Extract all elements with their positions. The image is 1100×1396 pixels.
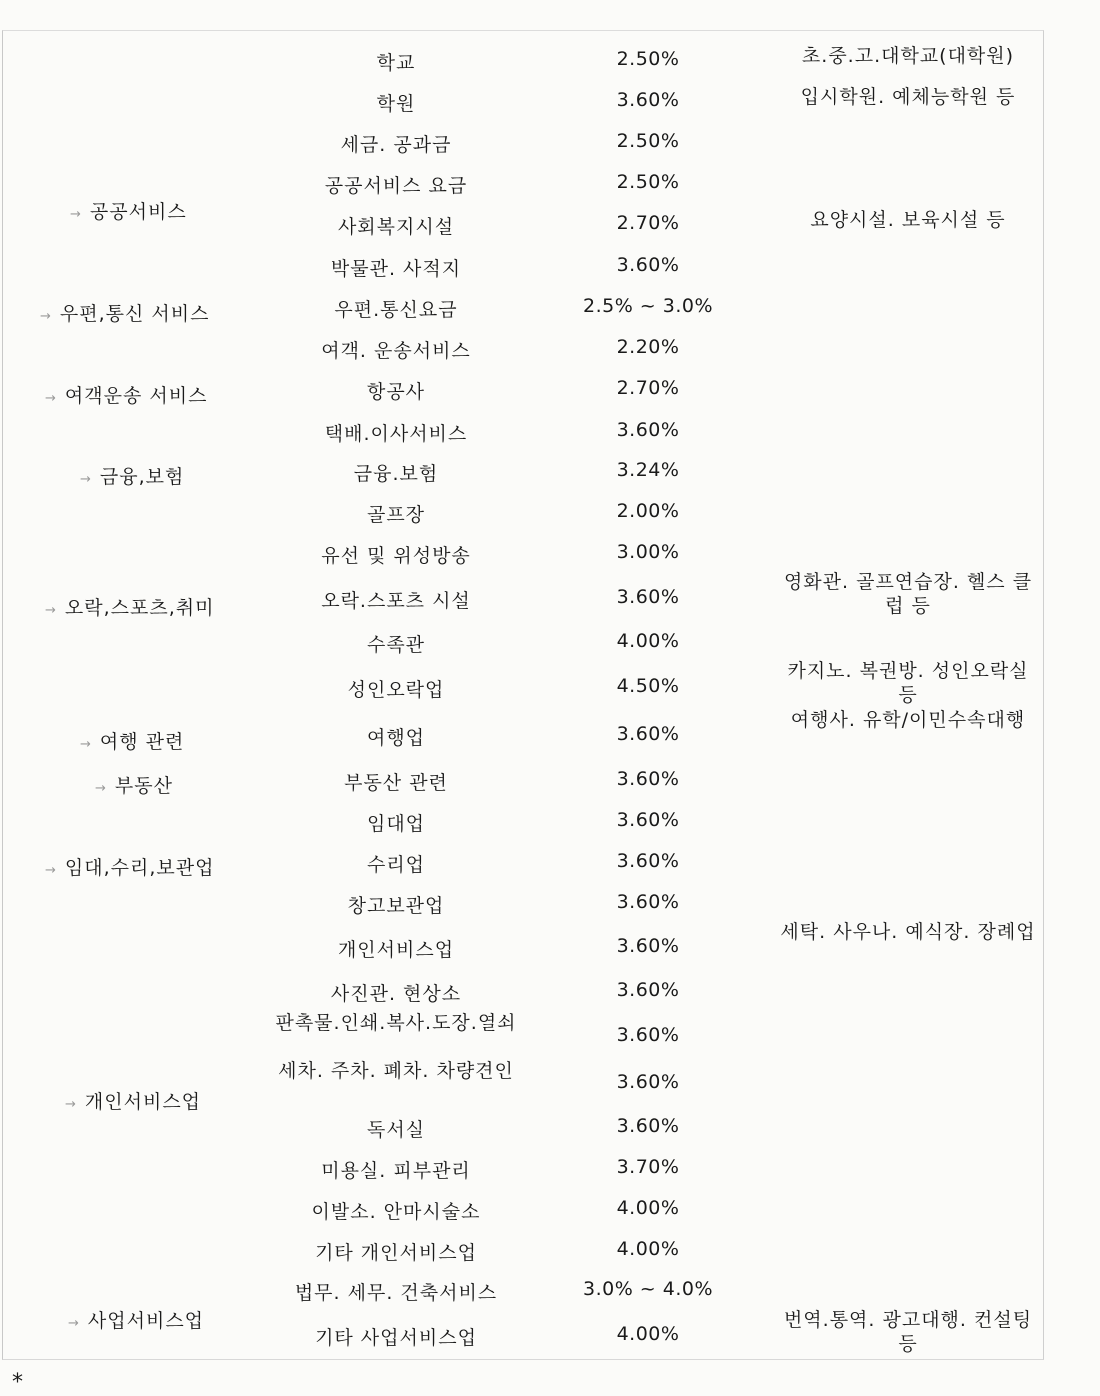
arrow-icon: → (80, 737, 92, 752)
arrow-icon: → (80, 472, 92, 487)
sub-category-cell: 여행업 (366, 727, 426, 749)
category-text: 사업서비스업 (87, 1310, 205, 1332)
note-cell: 초.중.고.대학교(대학원) (801, 45, 1015, 67)
arrow-icon: → (68, 1316, 80, 1331)
sub-category-cell: 이발소. 안마시술소 (311, 1201, 481, 1223)
rate-cell: 2.20% (616, 336, 680, 358)
rate-cell: 3.60% (616, 935, 680, 957)
category-text: 여객운송 서비스 (64, 385, 208, 407)
sub-category-cell: 항공사 (366, 381, 426, 403)
sub-category-cell: 사진관. 현상소 (330, 983, 462, 1005)
sub-category-cell: 학원 (376, 93, 416, 115)
sub-category-cell: 미용실. 피부관리 (321, 1160, 471, 1182)
category-label (80, 727, 184, 754)
rate-cell: 2.00% (616, 500, 680, 522)
note-cell: 세탁. 사우나. 예식장. 장례업 (780, 921, 1036, 943)
rate-cell: 4.00% (616, 1238, 680, 1260)
arrow-icon: → (45, 863, 57, 878)
sub-category-cell: 유선 및 위성방송 (321, 545, 471, 567)
rate-cell: 3.60% (616, 89, 680, 111)
arrow-icon: → (45, 391, 57, 406)
sub-category-cell: 사회복지시설 (337, 216, 455, 238)
rate-cell: 3.60% (616, 1115, 680, 1137)
arrow-icon: → (70, 207, 82, 222)
category-label (68, 1306, 204, 1333)
rate-cell: 3.60% (616, 586, 680, 608)
sub-category-cell: 개인서비스업 (337, 939, 455, 961)
sub-category-cell: 세차. 주차. 폐차. 차량견인 (278, 1060, 514, 1082)
note-cell: 요양시설. 보육시설 등 (810, 209, 1006, 231)
rate-cell: 2.50% (616, 48, 680, 70)
rate-cell: 3.60% (616, 891, 680, 913)
sub-category-cell: 창고보관업 (347, 895, 445, 917)
rate-cell: 3.60% (616, 1024, 680, 1046)
sub-category-cell: 수리업 (366, 854, 426, 876)
category-label (40, 299, 209, 326)
rate-cell: 2.50% (616, 130, 680, 152)
sub-category-cell: 임대업 (366, 813, 426, 835)
sub-category-cell: 학교 (376, 52, 416, 74)
sub-category-cell: 오락.스포츠 시설 (321, 590, 471, 612)
rate-cell: 3.60% (616, 850, 680, 872)
rate-cell: 2.5% ~ 3.0% (582, 295, 714, 317)
rate-cell: 3.60% (616, 419, 680, 441)
sub-category-cell: 세금. 공과금 (340, 134, 452, 156)
note-cell: 카지노. 복권방. 성인오락실 등 (787, 660, 1029, 706)
rate-cell: 4.00% (616, 1197, 680, 1219)
arrow-icon: → (45, 603, 57, 618)
category-label (45, 381, 207, 408)
category-text: 부동산 (114, 775, 173, 797)
note-cell: 여행사. 유학/이민수속대행 (790, 709, 1026, 731)
category-text: 개인서비스업 (84, 1091, 202, 1113)
rate-cell: 4.00% (616, 1323, 680, 1345)
category-label (95, 771, 173, 798)
note-cell: 영화관. 골프연습장. 헬스 클럽 등 (783, 571, 1033, 617)
category-label (70, 197, 187, 224)
rate-cell: 3.0% ~ 4.0% (582, 1278, 714, 1300)
arrow-icon: → (40, 309, 52, 324)
arrow-icon: → (95, 781, 107, 796)
rate-cell: 3.70% (616, 1156, 680, 1178)
sub-category-cell: 수족관 (366, 634, 426, 656)
category-text: 오락,스포츠,취미 (64, 597, 215, 619)
category-label (80, 462, 184, 489)
category-label (65, 1087, 201, 1114)
sub-category-cell: 부동산 관련 (344, 772, 448, 794)
rate-cell: 2.70% (616, 212, 680, 234)
sub-category-cell: 공공서비스 요금 (324, 175, 468, 197)
footnote-asterisk: * (12, 1370, 23, 1395)
category-text: 여행 관련 (99, 731, 185, 753)
rate-cell: 4.00% (616, 630, 680, 652)
rate-cell: 3.60% (616, 809, 680, 831)
category-text: 임대,수리,보관업 (64, 857, 215, 879)
rate-cell: 3.60% (616, 1071, 680, 1093)
sub-category-cell: 법무. 세무. 건축서비스 (294, 1282, 498, 1304)
sub-category-cell: 기타 개인서비스업 (315, 1242, 477, 1264)
arrow-icon: → (65, 1097, 77, 1112)
sub-category-cell: 금융.보험 (353, 463, 439, 485)
sub-category-cell: 독서실 (366, 1119, 426, 1141)
rate-cell: 3.24% (616, 459, 680, 481)
sub-category-cell: 우편.통신요금 (334, 299, 458, 321)
sub-category-cell: 박물관. 사적지 (330, 258, 462, 280)
category-text: 금융,보험 (99, 466, 185, 488)
sub-category-cell: 골프장 (366, 504, 426, 526)
note-cell: 번역.통역. 광고대행. 컨설팅 등 (783, 1309, 1033, 1355)
sub-category-cell: 판촉물.인쇄.복사.도장.열쇠 (275, 1012, 517, 1034)
sub-category-cell: 택배.이사서비스 (324, 423, 468, 445)
sub-category-cell: 기타 사업서비스업 (315, 1327, 477, 1349)
category-label (45, 853, 214, 880)
rate-cell: 3.60% (616, 254, 680, 276)
note-cell: 입시학원. 예체능학원 등 (800, 86, 1016, 108)
rate-cell: 3.00% (616, 541, 680, 563)
rate-cell: 3.60% (616, 979, 680, 1001)
sub-category-cell: 여객. 운송서비스 (321, 340, 471, 362)
rate-cell: 3.60% (616, 768, 680, 790)
rate-cell: 2.70% (616, 377, 680, 399)
rate-cell: 3.60% (616, 723, 680, 745)
category-text: 우편,통신 서비스 (59, 303, 210, 325)
rate-cell: 4.50% (616, 675, 680, 697)
rate-cell: 2.50% (616, 171, 680, 193)
category-text: 공공서비스 (89, 201, 187, 223)
category-label (45, 593, 214, 620)
sub-category-cell: 성인오락업 (347, 679, 445, 701)
